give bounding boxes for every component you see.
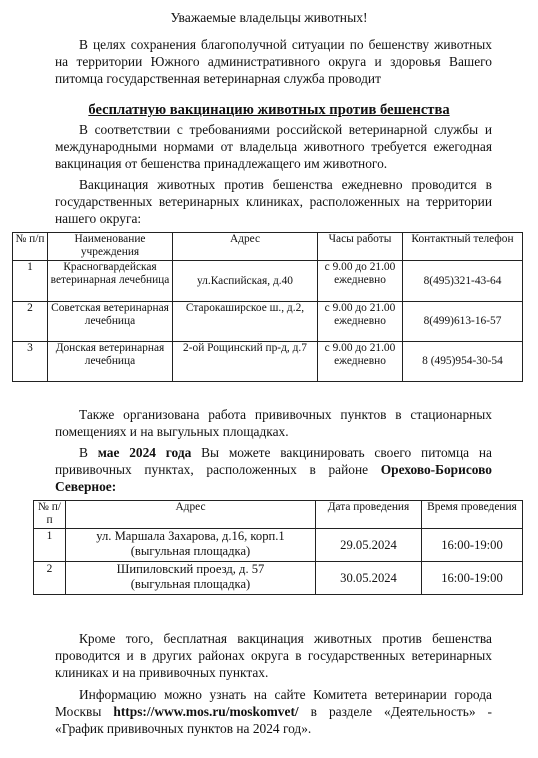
row-number: 2: [13, 302, 48, 342]
may-prefix: В: [79, 445, 88, 460]
website-link[interactable]: https://www.mos.ru/moskomvet/: [113, 704, 299, 719]
column-header: Адрес: [66, 501, 316, 529]
vaccination-points-paragraph: Также организована работа прививочных пунктов в стационарных помещениях и на выгульных площадках.: [55, 407, 492, 439]
clinic-name: Советская ветеринарная лечебница: [48, 302, 173, 342]
clinic-name: Красногвардейская ветеринарная лечебница: [48, 261, 173, 302]
point-time: 16:00-19:00: [422, 562, 523, 595]
info-paragraph: [55, 686, 492, 737]
row-number: 2: [34, 562, 66, 595]
point-address-note: (выгульная площадка): [130, 544, 251, 558]
clinics-table: [12, 232, 523, 382]
clinic-hours: с 9.00 до 21.00 ежедневно: [318, 342, 403, 382]
column-header: Часы работы: [318, 233, 403, 261]
column-header: № п/п: [13, 233, 48, 261]
point-date: 29.05.2024: [316, 529, 422, 562]
intro-paragraph: В целях сохранения благополучной ситуации по бешенству животных на территории Южного административного округа и здоровья Вашего питомца государственная ветеринарная служба проводит: [55, 37, 492, 86]
info-text: Информацию можно узнать на сайте Комитета ветеринарии города Москвы: [55, 687, 492, 719]
daily-vaccination-paragraph: Вакцинация животных против бешенства ежедневно проводится в государственных ветеринарных клиниках, расположенных на территории нашего округа:: [55, 177, 492, 226]
requirement-paragraph: В соответствии с требованиями российской ветеринарной службы и международными нормами от владельца животного требуется ежегодная вакцинация от бешенства принадлежащего им животного.: [55, 122, 492, 171]
point-address: [66, 529, 316, 562]
row-number: 3: [13, 342, 48, 382]
table-row: [34, 562, 523, 595]
column-header: Дата проведения: [316, 501, 422, 529]
table-header-row: [13, 233, 523, 261]
table-row: [13, 302, 523, 342]
vaccination-points-table: [33, 500, 523, 595]
point-time: 16:00-19:00: [422, 529, 523, 562]
clinic-phone: 8(495)321-43-64: [403, 261, 523, 302]
point-address: [66, 562, 316, 595]
may-schedule-paragraph: [55, 444, 492, 495]
clinic-hours: с 9.00 до 21.00 ежедневно: [318, 302, 403, 342]
table-row: [13, 261, 523, 302]
table-row: [34, 529, 523, 562]
clinic-address: Старокаширское ш., д.2,: [173, 302, 318, 342]
point-address-note: (выгульная площадка): [130, 577, 251, 591]
row-number: 1: [13, 261, 48, 302]
table-row: [13, 342, 523, 382]
clinic-phone: 8 (495)954-30-54: [403, 342, 523, 382]
point-address-line: ул. Маршала Захарова, д.16, корп.1: [96, 529, 285, 543]
info-section-text: в разделе «Деятельность» - «График прививочных пунктов на 2024 год».: [55, 704, 492, 736]
may-middle: Вы можете вакцинировать своего питомца на прививочных пунктах, расположенных в районе: [55, 445, 492, 477]
point-date: 30.05.2024: [316, 562, 422, 595]
main-heading: бесплатную вакцинацию животных против бешенства: [88, 102, 450, 118]
clinic-address: 2-ой Рощинский пр-д, д.7: [173, 342, 318, 382]
point-address-line: Шипиловский проезд, д. 57: [116, 562, 265, 576]
column-header: № п/п: [34, 501, 66, 529]
column-header: Адрес: [173, 233, 318, 261]
clinic-hours: с 9.00 до 21.00 ежедневно: [318, 261, 403, 302]
other-districts-paragraph: Кроме того, бесплатная вакцинация животных против бешенства проводится и в других районах округа в государственных ветеринарных клиниках и на прививочных пунктах.: [55, 631, 492, 680]
clinic-address: ул.Каспийская, д.40: [173, 261, 318, 302]
page-title: Уважаемые владельцы животных!: [170, 10, 368, 25]
clinic-phone: 8(499)613-16-57: [403, 302, 523, 342]
column-header: Наименование учреждения: [48, 233, 173, 261]
may-date-bold: мае 2024 года: [97, 445, 192, 460]
clinic-name: Донская ветеринарная лечебница: [48, 342, 173, 382]
row-number: 1: [34, 529, 66, 562]
column-header: Время проведения: [422, 501, 523, 529]
column-header: Контактный телефон: [403, 233, 523, 261]
table-header-row: [34, 501, 523, 529]
district-name: Орехово-Борисово Северное:: [55, 462, 492, 494]
